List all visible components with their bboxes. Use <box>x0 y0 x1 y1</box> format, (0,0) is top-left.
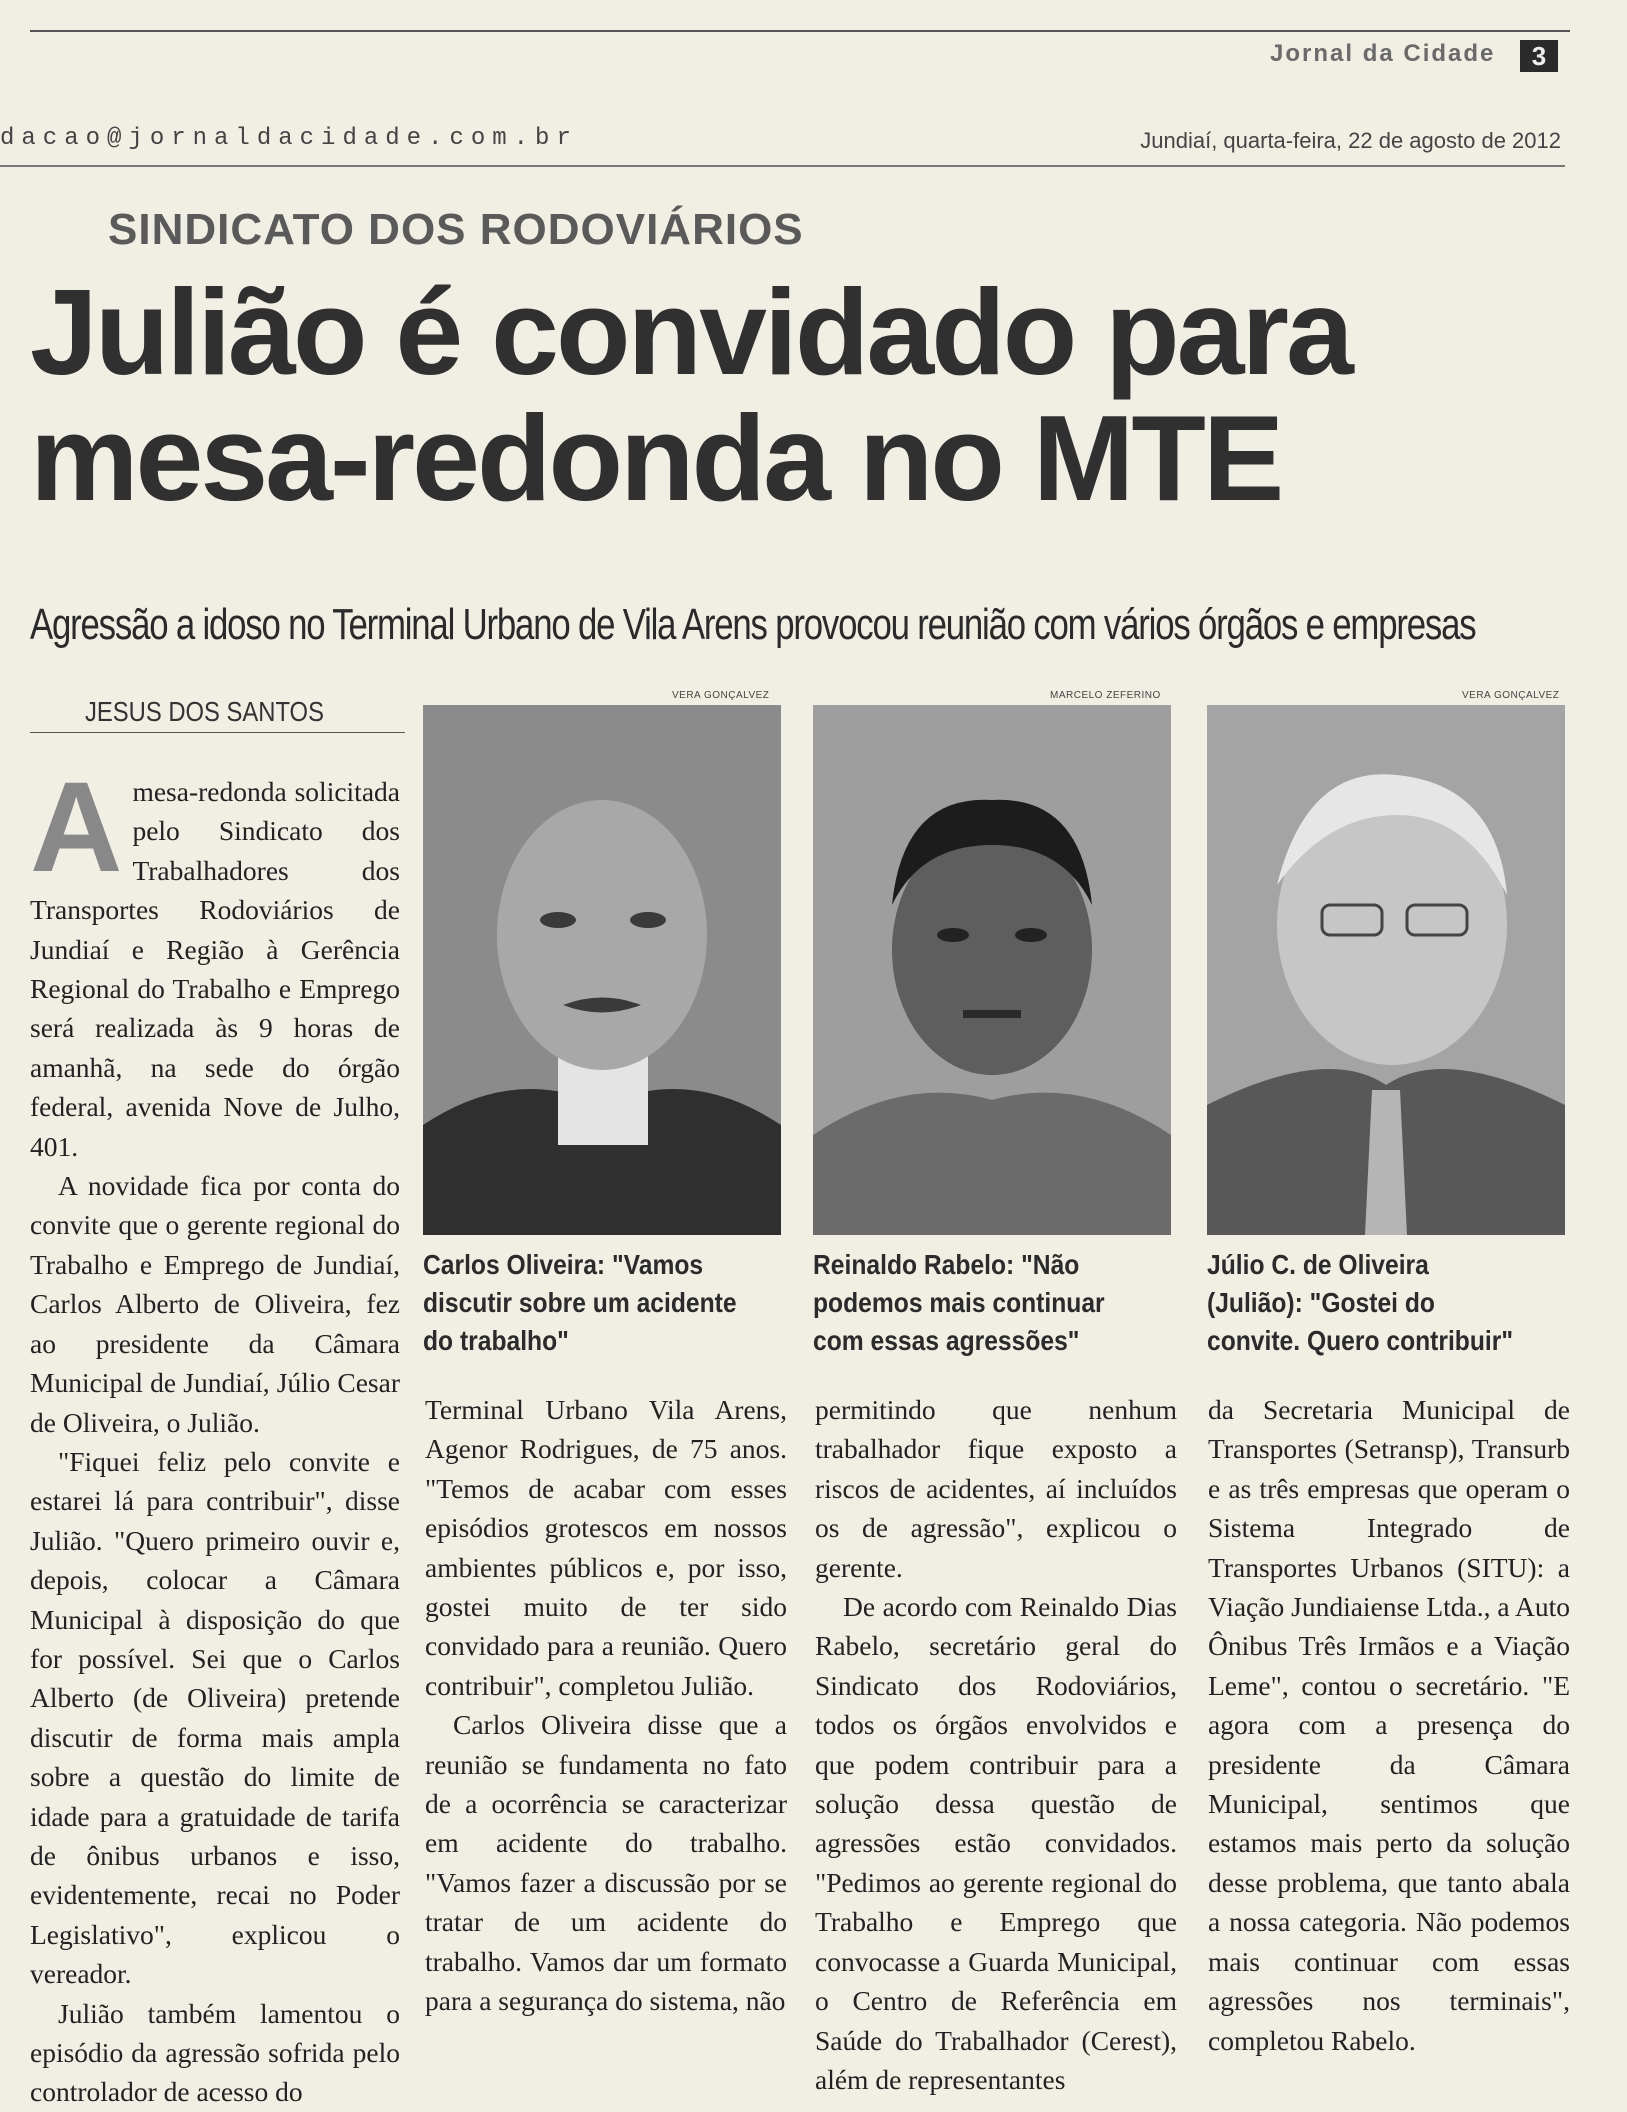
article-headline <box>30 264 1590 526</box>
article-subhead: Agressão a idoso no Terminal Urbano de Vila Arens provocou reunião com vários órgãos e empresas <box>30 600 1476 649</box>
paragraph: Julião também lamentou o episódio da agressão sofrida pelo controlador de acesso do <box>30 1997 400 2108</box>
photo-reinaldo-rabelo <box>813 705 1171 1235</box>
headline-line-2: mesa-redonda no MTE <box>30 389 1282 526</box>
article-column-2 <box>425 1390 787 2021</box>
article-column-1 <box>30 756 400 2112</box>
byline-rule <box>30 732 405 733</box>
paragraph: da Secretaria Municipal de Transportes (Setransp), Transurb e as três empresas que operam o Sistema Integrado de Transportes Urbanos (SITU): a Viação Jundiaiense Ltda., a Auto Ônibus Três Irmãos e a Viação Leme", contou o secretário. "E agora com a presença do presidente da Câmara Municipal, sentimos que estamos mais perto da solução desse problema, que tanto abala a nossa categoria. Não podemos mais continuar com essas agressões nos terminais", completou Rabelo. <box>1208 1394 1570 2056</box>
photo-caption: Júlio C. de Oliveira (Julião): "Gostei do convite. Quero contribuir" <box>1207 1249 1514 1356</box>
headline-line-1: Julião é convidado para <box>30 264 1351 400</box>
paragraph-text: mesa-redonda solicitada pelo Sindicato dos Trabalhadores dos Transportes Rodoviários de Jundiaí e Região à Gerência Regional do Trabalho e Emprego será realizada às 9 horas de amanhã, na sede do órgão federal, avenida Nove de Julho, 401. <box>30 776 400 1162</box>
drop-cap: A <box>30 756 123 899</box>
edition-date: Jundiaí, quarta-feira, 22 de agosto de 2012 <box>1140 128 1561 153</box>
paper-name: Jornal da Cidade <box>1270 40 1496 67</box>
paragraph: permitindo que nenhum trabalhador fique exposto a riscos de acidentes, aí incluídos os de agressão", explicou o gerente. <box>815 1394 1177 1583</box>
article-column-3 <box>815 1390 1177 2099</box>
portrait-image <box>813 705 1171 1235</box>
article-column-4 <box>1208 1390 1570 2060</box>
page-number: 3 <box>1520 40 1558 72</box>
photo-credit: VERA GONÇALVEZ <box>1462 690 1560 701</box>
photo-credit: VERA GONÇALVEZ <box>672 690 770 701</box>
paragraph: Terminal Urbano Vila Arens, Agenor Rodrigues, de 75 anos. "Temos de acabar com esses episódios grotescos em nossos ambientes públicos e, por isso, gostei muito de ter sido convidado para a reunião. Quero contribuir", completou Julião. <box>425 1394 787 1701</box>
photo-credit: MARCELO ZEFERINO <box>1050 690 1161 701</box>
contact-email: dacao@jornaldacidade.com.br <box>0 125 578 152</box>
photo-julio-oliveira <box>1207 705 1565 1235</box>
article-kicker: SINDICATO DOS RODOVIÁRIOS <box>108 205 804 254</box>
byline: JESUS DOS SANTOS <box>85 696 324 727</box>
top-rule <box>30 30 1570 32</box>
photo-carlos-oliveira <box>423 705 781 1235</box>
photo-caption: Carlos Oliveira: "Vamos discutir sobre um acidente do trabalho" <box>423 1249 737 1356</box>
paragraph <box>30 756 400 1166</box>
paragraph: "Fiquei feliz pelo convite e estarei lá para contribuir", disse Julião. "Quero primeiro ouvir e, depois, colocar a Câmara Municipal à disposição do que for possível. Sei que o Carlos Alberto (de Oliveira) pretende discutir de forma mais ampla sobre a questão do limite de idade para a gratuidade de tarifa de ônibus urbanos e isso, evidentemente, recai no Poder Legislativo", explicou o vereador. <box>30 1445 400 1990</box>
header-divider <box>0 165 1565 167</box>
paragraph: Carlos Oliveira disse que a reunião se fundamenta no fato de a ocorrência se caracterizar em acidente do trabalho. "Vamos fazer a discussão por se tratar de um acidente do trabalho. Vamos dar um formato para a segurança do sistema, não <box>425 1709 787 2017</box>
photo-caption: Reinaldo Rabelo: "Não podemos mais continuar com essas agressões" <box>813 1249 1105 1356</box>
portrait-image <box>1207 705 1565 1235</box>
portrait-image <box>423 705 781 1235</box>
paragraph: A novidade fica por conta do convite que o gerente regional do Trabalho e Emprego de Jundiaí, Carlos Alberto de Oliveira, fez ao presidente da Câmara Municipal de Jundiaí, Júlio Cesar de Oliveira, o Julião. <box>30 1170 400 1438</box>
paragraph: De acordo com Reinaldo Dias Rabelo, secretário geral do Sindicato dos Rodoviários, todos os órgãos envolvidos e que podem contribuir para a solução dessa questão de agressões estão convidados. "Pedimos ao gerente regional do Trabalho e Emprego que convocasse a Guarda Municipal, o Centro de Referência em Saúde do Trabalhador (Cerest), além de representantes <box>815 1591 1177 2095</box>
